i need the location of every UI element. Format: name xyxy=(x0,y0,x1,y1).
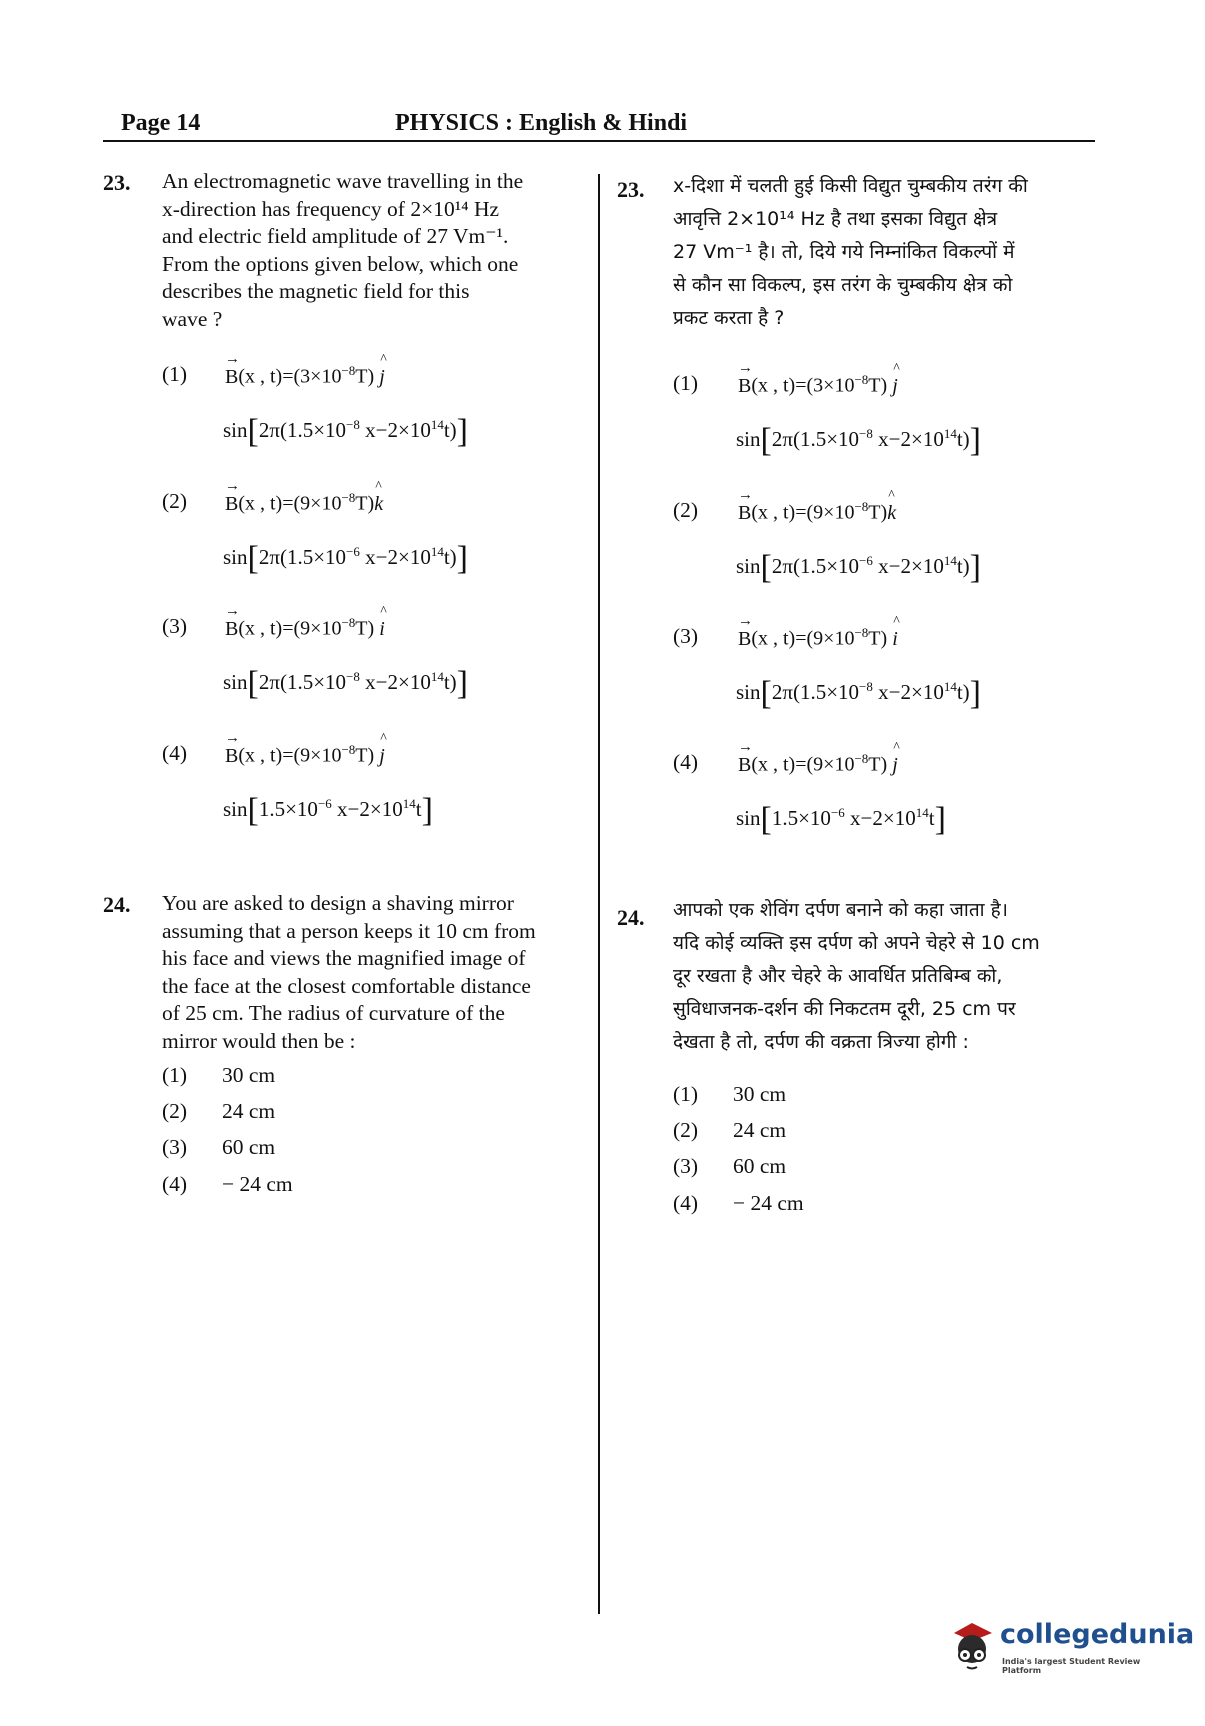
sin-end: t xyxy=(928,806,935,830)
q23-option-1-field-hi xyxy=(738,372,898,398)
sin-coef: 2π(1.5×10 xyxy=(258,418,347,442)
option-number: (3) xyxy=(162,1135,188,1159)
q23-en-line: wave ? xyxy=(162,306,223,331)
sin-t-exp: 14 xyxy=(430,669,444,684)
formula-amp-exp: −8 xyxy=(854,751,869,766)
formula-unit: T) xyxy=(355,744,375,767)
formula-amp: 9×10 xyxy=(300,492,342,515)
q23-hi-line: आवृत्ति 2×10¹⁴ Hz है तथा इसका विद्युत क्षेत्र xyxy=(673,208,998,230)
q23-option-1-field xyxy=(225,363,385,389)
q23-number-hi: 23. xyxy=(617,177,645,202)
q23-option-2-field-hi xyxy=(738,499,896,525)
sin-k-exp: −6 xyxy=(346,544,360,559)
sin-label: sin xyxy=(223,670,248,694)
b-vector: → B xyxy=(225,493,238,516)
sin-t-exp: 14 xyxy=(943,426,957,441)
formula-unit: T) xyxy=(868,374,888,397)
sin-tail: x−2×10 xyxy=(331,797,403,821)
q24-en-line: mirror would then be : xyxy=(162,1028,356,1053)
q23-option-3-sin: $\sin[2\pi(1.5\times 10^{-8}$ $x-2\times 10^{14}t$)] xyxy=(223,665,468,702)
option-value: 60 cm xyxy=(733,1154,787,1178)
formula-amp-exp: −8 xyxy=(854,372,869,387)
q23-option-2-sin-hi: $\sin[2\pi(1.5\times 10^{-6}$ $x-2\times 10^{14}t$)] xyxy=(736,549,981,586)
q24-number-en: 24. xyxy=(103,892,131,917)
formula-arg: (x , t)=( xyxy=(751,501,814,524)
b-vector: → B xyxy=(738,754,751,777)
q24-option-1 xyxy=(162,1063,275,1088)
q23-option-1-sin-hi: $\sin[2\pi(1.5\times 10^{-8}$ $x-2\times 10^{14}t$)] xyxy=(736,422,981,459)
unit-vector: ^ j xyxy=(892,375,898,398)
formula-amp-exp: −8 xyxy=(341,742,356,757)
b-vector: → B xyxy=(738,375,751,398)
sin-coef: 1.5×10 xyxy=(771,806,831,830)
sin-tail: x−2×10 xyxy=(872,427,944,451)
option-number: (1) xyxy=(162,1063,188,1087)
unit-vector: ^ i xyxy=(892,628,898,651)
option-value: 30 cm xyxy=(222,1063,276,1087)
q23-option-2-field xyxy=(225,490,383,516)
sin-label: sin xyxy=(736,427,761,451)
sin-k-exp: −6 xyxy=(859,553,873,568)
sin-label: sin xyxy=(736,680,761,704)
unit-vector: ^ i xyxy=(379,618,385,641)
q24-hi-line: दूर रखता है और चेहरे के आवर्धित प्रतिबिम्ब को, xyxy=(673,965,1003,987)
option-number: (4) xyxy=(673,1191,699,1215)
q23-number-en: 23. xyxy=(103,170,131,195)
option-number: (4) xyxy=(162,1172,188,1196)
option-value: 24 cm xyxy=(222,1099,276,1123)
unit-vector: ^ j xyxy=(379,745,385,768)
q23-option-3-sin-hi: $\sin[2\pi(1.5\times 10^{-8}$ $x-2\times 10^{14}t$)] xyxy=(736,675,981,712)
formula-amp-exp: −8 xyxy=(341,490,356,505)
q23-option-number: (3) xyxy=(673,624,699,648)
formula-amp: 9×10 xyxy=(813,501,855,524)
option-number: (2) xyxy=(673,1118,699,1142)
q23-en-line: x-direction has frequency of 2×10¹⁴ Hz xyxy=(162,196,500,221)
q23-option-number: (4) xyxy=(673,750,699,774)
formula-arg: (x , t)=( xyxy=(238,492,301,515)
sin-label: sin xyxy=(736,554,761,578)
sin-k-exp: −8 xyxy=(346,417,360,432)
q23-option-number: (1) xyxy=(673,371,699,395)
sin-coef: 2π(1.5×10 xyxy=(258,670,347,694)
q24-option-3-hi xyxy=(673,1154,786,1179)
q23-en-line: From the options given below, which one xyxy=(162,251,519,276)
q23-option-1-sin: $\sin[2\pi(1.5\times 10^{-8}$ $x-2\times 10^{14}t$)] xyxy=(223,413,468,450)
b-vector: → B xyxy=(225,366,238,389)
formula-amp: 9×10 xyxy=(300,744,342,767)
subject-title: PHYSICS : English & Hindi xyxy=(395,110,688,136)
formula-unit: T) xyxy=(868,627,888,650)
sin-t-exp: 14 xyxy=(943,553,957,568)
unit-vector: ^ j xyxy=(892,754,898,777)
sin-k-exp: −8 xyxy=(859,426,873,441)
sin-end: t) xyxy=(443,545,457,569)
q24-hi-line: आपको एक शेविंग दर्पण बनाने को कहा जाता है। xyxy=(673,899,1008,921)
sin-end: t) xyxy=(956,427,970,451)
q23-option-number: (2) xyxy=(673,498,699,522)
sin-coef: 2π(1.5×10 xyxy=(771,680,860,704)
q24-number-hi: 24. xyxy=(617,905,645,930)
q24-en-line: of 25 cm. The radius of curvature of the xyxy=(162,1001,505,1025)
q23-option-number: (2) xyxy=(162,489,188,513)
q24-text-en xyxy=(162,890,584,1055)
sin-label: sin xyxy=(736,806,761,830)
page-number: Page 14 xyxy=(121,110,201,136)
q23-option-number: (4) xyxy=(162,741,188,765)
sin-coef: 2π(1.5×10 xyxy=(258,545,347,569)
sin-k-exp: −6 xyxy=(317,796,332,811)
sin-t-exp: 14 xyxy=(943,679,957,694)
q23-option-number: (1) xyxy=(162,362,188,386)
unit-vector: ^ j xyxy=(379,366,385,389)
q23-option-number: (3) xyxy=(162,614,188,638)
sin-end: t xyxy=(415,797,422,821)
formula-unit: T) xyxy=(355,492,375,515)
formula-amp: 3×10 xyxy=(813,374,855,397)
q23-en-line: An electromagnetic wave travelling in the xyxy=(162,169,524,193)
option-value: 24 cm xyxy=(733,1118,787,1142)
formula-amp: 3×10 xyxy=(300,365,342,388)
formula-unit: T) xyxy=(868,753,888,776)
q24-option-2 xyxy=(162,1099,275,1124)
q23-en-line: describes the magnetic field for this xyxy=(162,279,470,303)
sin-t-exp: 14 xyxy=(915,805,929,820)
formula-arg: (x , t)=( xyxy=(238,365,301,388)
option-number: (1) xyxy=(673,1082,699,1106)
q24-en-line: assuming that a person keeps it 10 cm from xyxy=(162,918,536,943)
q24-option-4-hi xyxy=(673,1191,804,1216)
formula-amp-exp: −8 xyxy=(341,363,356,378)
q23-hi-line: 27 Vm⁻¹ है। तो, दिये गये निम्नांकित विकल्पों में xyxy=(673,241,1015,263)
logo-wordmark: collegedunia xyxy=(1000,1619,1195,1650)
formula-arg: (x , t)=( xyxy=(751,627,814,650)
formula-amp: 9×10 xyxy=(300,617,342,640)
sin-end: t) xyxy=(956,680,970,704)
b-vector: → B xyxy=(225,745,238,768)
q24-option-3 xyxy=(162,1135,275,1160)
unit-vector: ^ k xyxy=(374,493,383,516)
sin-tail: x−2×10 xyxy=(844,806,916,830)
sin-tail: x−2×10 xyxy=(359,418,431,442)
sin-t-exp: 14 xyxy=(402,796,416,811)
option-value: 30 cm xyxy=(733,1082,787,1106)
q24-en-line: his face and views the magnified image of xyxy=(162,946,526,970)
formula-amp-exp: −8 xyxy=(854,625,869,640)
b-vector: → B xyxy=(225,618,238,641)
formula-amp-exp: −8 xyxy=(341,615,356,630)
q24-hi-line: सुविधाजनक-दर्शन की निकटतम दूरी, 25 cm पर xyxy=(673,998,1016,1020)
q24-hi-line: देखता है तो, दर्पण की वक्रता त्रिज्या होगी : xyxy=(673,1031,969,1053)
sin-k-exp: −8 xyxy=(859,679,873,694)
unit-vector: ^ k xyxy=(887,502,896,525)
formula-arg: (x , t)=( xyxy=(751,753,814,776)
q24-option-1-hi xyxy=(673,1082,786,1107)
formula-arg: (x , t)=( xyxy=(238,617,301,640)
collegedunia-logo xyxy=(942,1617,1195,1682)
sin-k-exp: −6 xyxy=(830,805,845,820)
q24-hi-line: यदि कोई व्यक्ति इस दर्पण को अपने चेहरे से 10 cm xyxy=(673,932,1040,954)
sin-label: sin xyxy=(223,418,248,442)
formula-arg: (x , t)=( xyxy=(238,744,301,767)
sin-coef: 2π(1.5×10 xyxy=(771,554,860,578)
option-value: 60 cm xyxy=(222,1135,276,1159)
q23-text-hi xyxy=(673,170,1103,335)
q23-option-4-field-hi xyxy=(738,751,898,777)
q24-text-hi xyxy=(673,894,1103,1059)
sin-end: t) xyxy=(443,670,457,694)
formula-unit: T) xyxy=(868,501,888,524)
sin-k-exp: −8 xyxy=(346,669,360,684)
sin-coef: 2π(1.5×10 xyxy=(771,427,860,451)
sin-end: t) xyxy=(443,418,457,442)
logo-tagline: India's largest Student Review Platform xyxy=(1002,1657,1141,1675)
sin-label: sin xyxy=(223,545,248,569)
q23-hi-line: प्रकट करता है ? xyxy=(673,307,785,329)
option-number: (3) xyxy=(673,1154,699,1178)
q23-text-en xyxy=(162,168,584,333)
q23-hi-line: से कौन सा विकल्प, इस तरंग के चुम्बकीय क्षेत्र को xyxy=(673,274,1013,296)
sin-tail: x−2×10 xyxy=(359,670,431,694)
sin-label: sin xyxy=(223,797,248,821)
b-vector: → B xyxy=(738,502,751,525)
sin-tail: x−2×10 xyxy=(872,680,944,704)
q23-option-4-sin: $\sin[1.5\times 10^{-6}$ $x-2\times 10^{14}t$] xyxy=(223,792,433,829)
formula-arg: (x , t)=( xyxy=(751,374,814,397)
option-value: − 24 cm xyxy=(733,1191,804,1215)
formula-unit: T) xyxy=(355,365,375,388)
formula-amp: 9×10 xyxy=(813,627,855,650)
q23-option-3-field-hi xyxy=(738,625,898,651)
sin-end: t) xyxy=(956,554,970,578)
sin-t-exp: 14 xyxy=(430,544,444,559)
b-vector: → B xyxy=(738,628,751,651)
page-header xyxy=(103,104,1095,142)
formula-amp-exp: −8 xyxy=(854,499,869,514)
q23-hi-line: x-दिशा में चलती हुई किसी विद्युत चुम्बकीय तरंग की xyxy=(673,175,1028,197)
formula-amp: 9×10 xyxy=(813,753,855,776)
q24-en-line: the face at the closest comfortable distance xyxy=(162,973,531,998)
mascot-icon xyxy=(942,1619,1000,1677)
sin-t-exp: 14 xyxy=(430,417,444,432)
q23-en-line: and electric field amplitude of 27 Vm⁻¹. xyxy=(162,224,509,248)
option-value: − 24 cm xyxy=(222,1172,293,1196)
formula-unit: T) xyxy=(355,617,375,640)
q24-option-2-hi xyxy=(673,1118,786,1143)
sin-tail: x−2×10 xyxy=(872,554,944,578)
sin-coef: 1.5×10 xyxy=(258,797,318,821)
q24-option-4 xyxy=(162,1172,293,1197)
q23-option-2-sin: $\sin[2\pi(1.5\times 10^{-6}$ $x-2\times 10^{14}t$)] xyxy=(223,540,468,577)
q24-en-line: You are asked to design a shaving mirror xyxy=(162,891,514,915)
column-divider xyxy=(598,174,600,1614)
q23-option-4-sin-hi: $\sin[1.5\times 10^{-6}$ $x-2\times 10^{14}t$] xyxy=(736,801,946,838)
option-number: (2) xyxy=(162,1099,188,1123)
q23-option-3-field xyxy=(225,615,385,641)
sin-tail: x−2×10 xyxy=(359,545,431,569)
q23-option-4-field xyxy=(225,742,385,768)
